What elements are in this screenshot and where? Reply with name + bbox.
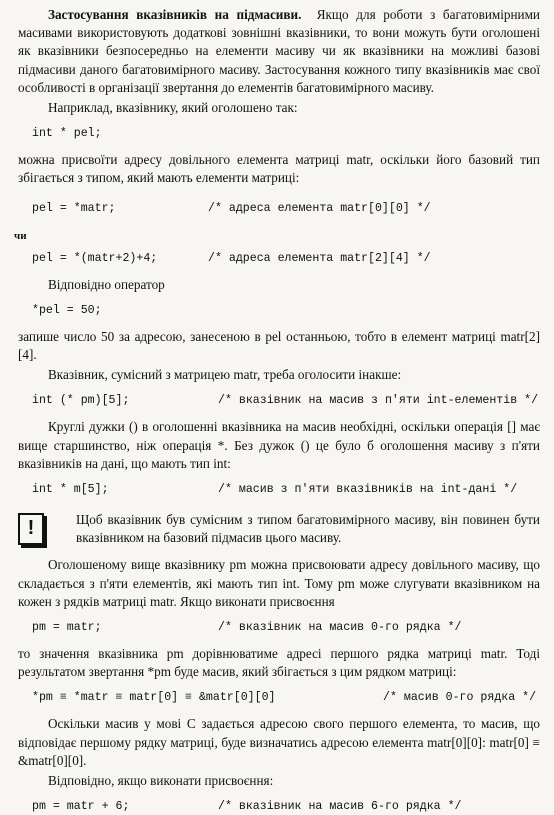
paragraph-write-50: запише число 50 за адресою, занесеною в pel останньою, тобто в елемент матриці matr[2][4].	[18, 328, 540, 363]
paragraph-accordingly: Відповідно, якщо виконати присвоєння:	[48, 773, 274, 789]
code-line-pm-matr: pm = matr; /* вказівник на масив 0-го рядка */	[32, 621, 462, 635]
code-line-pel-matr-offset: pel = *(matr+2)+4; /* адреса елемента matr[2][4] */	[32, 251, 431, 265]
paragraph-parentheses: Круглі дужки () в оголошенні вказівника на масив необхідні, оскільки операція [] має вище старшинство, ніж операція *. Без дужок () це було б оголошення масиву з п'яти вказівників на дані, що мають тип int:	[18, 419, 540, 471]
code-line-decl-pm: int (* pm)[5]; /* вказівник на масив з п'яти int-елементів */	[32, 394, 539, 408]
code-line-pm-matr-6: pm = matr + 6; /* вказівник на масив 6-го рядка */	[32, 800, 462, 814]
code-line-decl-m: int * m[5]; /* масив з п'яти вказівників на int-дані */	[32, 483, 518, 497]
code-line-pel-50: *pel = 50;	[32, 303, 102, 317]
exclamation-icon: !	[18, 513, 44, 545]
paragraph-pm-value: то значення вказівника pm дорівнюватиме адресі першого рядка матриці matr. Тоді результатом звертання *pm буде масив, який збігається з цим рядком матриці:	[18, 646, 540, 680]
paragraph-example: Наприклад, вказівнику, який оголошено так:	[48, 100, 298, 116]
code-comment: /* вказівник на масив 0-го рядка */	[218, 621, 462, 635]
paragraph-operator: Відповідно оператор	[48, 276, 165, 292]
paragraph-intro	[18, 6, 540, 97]
code-comment: /* адреса елемента matr[0][0] */	[208, 201, 431, 215]
code-line-equivalence: *pm ≡ *matr ≡ matr[0] ≡ &matr[0][0] /* масив 0-го рядка */	[32, 691, 537, 705]
paragraph-array-address: Оскільки масив у мові С задається адресою свого першого елемента, то масив, що відповідає першому рядку матриці, буде визначатись адресою елемента matr[0][0]: matr[0] ≡ &matr[0][0].	[18, 716, 540, 768]
code-line-pel-matr: pel = *matr; /* адреса елемента matr[0][0] */	[32, 201, 431, 215]
code-line-decl-pel: int * pel;	[32, 127, 102, 141]
intro-text: Якщо для роботи з багатовимірними масивами використовують додаткові зовнішні вказівники, то вони можуть бути оголошені як вказівники безпосередньо на елементи масиву чи як вказівники на можливі базові підмасиви даного багатовимірного масиву. Застосування кожного типу вказівників має свої особливості в організації звертання до елементів багатовимірного масиву.	[18, 7, 540, 95]
or-word: чи	[14, 229, 27, 242]
code-comment: /* масив з п'яти вказівників на int-дані */	[218, 483, 518, 497]
paragraph-pm-assign: Оголошеному вище вказівнику pm можна присвоювати адресу довільного масиву, що складається з п'яти елементів, які мають тип int. Тому pm може слугувати вказівником на кожен з рядків матриці matr. Якщо виконати присвоєння	[18, 557, 540, 609]
section-heading: Застосування вказівників на підмасиви.	[48, 7, 302, 22]
code-comment: /* вказівник на масив 6-го рядка */	[218, 800, 462, 814]
note-block	[18, 511, 540, 547]
code-comment: /* адреса елемента matr[2][4] */	[208, 251, 431, 265]
paragraph-assign-matr: можна присвоїти адресу довільного елемента матриці matr, оскільки його базовий тип збігається з типом, який мають елементи матриці:	[18, 152, 540, 186]
code-comment: /* вказівник на масив з п'яти int-елементів */	[218, 394, 539, 408]
note-text: Щоб вказівник був сумісним з типом багатовимірного масиву, він повинен бути вказівником на базовий підмасив цього масиву.	[76, 512, 540, 546]
code-comment: /* масив 0-го рядка */	[383, 691, 537, 705]
paragraph-compatible: Вказівник, сумісний з матрицею matr, треба оголосити інакше:	[48, 367, 402, 383]
